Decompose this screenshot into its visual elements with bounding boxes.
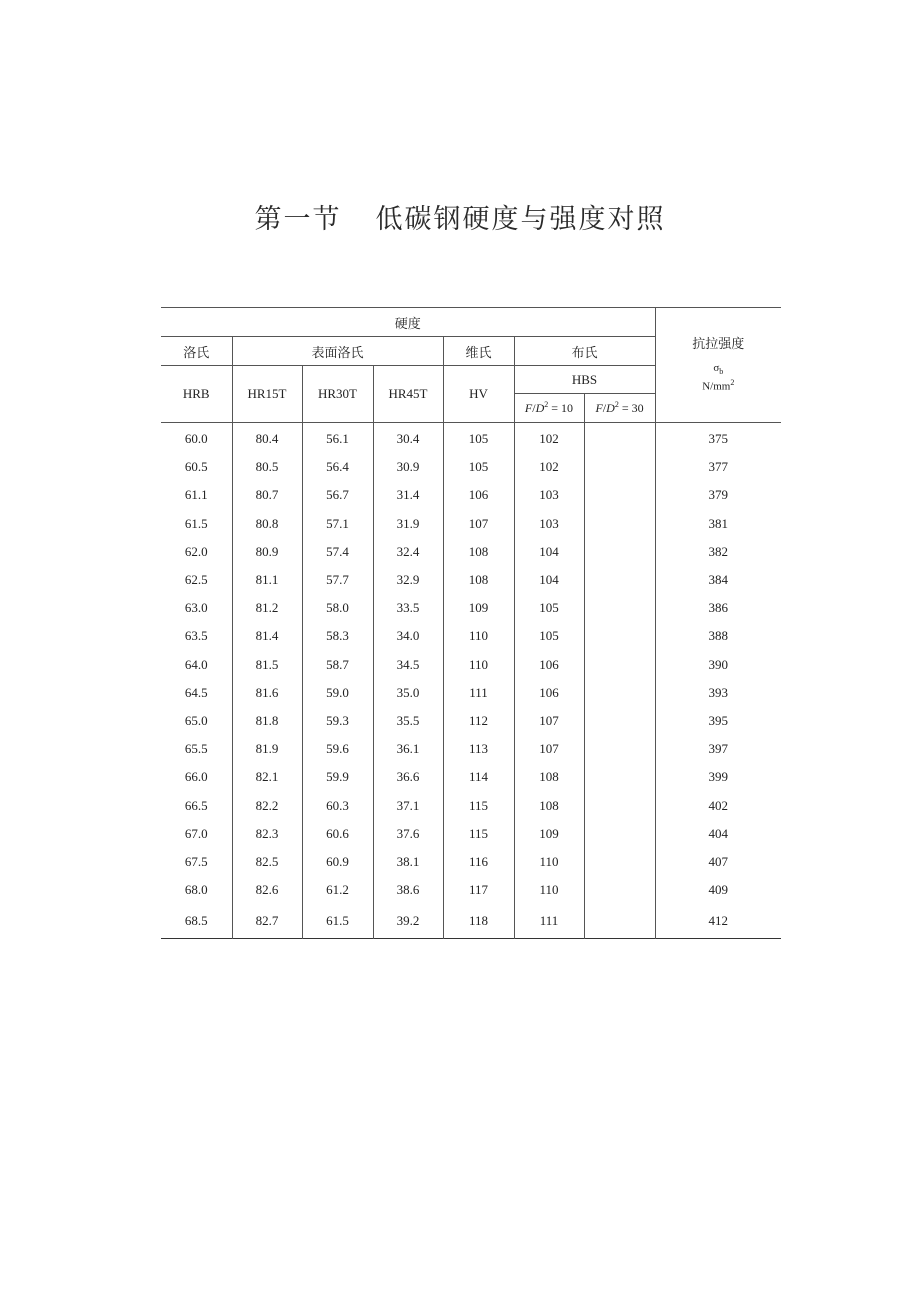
table-row [161,679,781,707]
cell-hbs10: 104 [514,538,584,566]
cell-hbs10: 109 [514,820,584,848]
cell-sb: 390 [655,651,781,679]
cell-hrb: 63.0 [184,600,208,616]
table-row [161,876,781,904]
cell-hr15t: 82.2 [232,791,302,819]
cell-hr45t: 35.0 [373,679,443,707]
cell-hrb: 63.5 [184,628,208,644]
cell-hbs30 [584,594,655,622]
cell-hbs30 [584,735,655,763]
cell-hbs10: 108 [514,791,584,819]
cell-hbs30 [584,538,655,566]
cell-hbs10: 110 [514,876,584,904]
cell-hr15t: 81.5 [232,651,302,679]
cell-sb: 393 [655,679,781,707]
cell-sb: 379 [655,481,781,509]
cell-hbs30 [584,566,655,594]
section-heading: 低碳钢硬度与强度对照 [375,204,666,235]
header-hr45t: HR45T [373,366,443,423]
cell-hr15t: 82.7 [232,904,302,939]
cell-hr15t: 81.1 [232,566,302,594]
cell-hr15t: 82.5 [232,848,302,876]
cell-sb: 402 [655,791,781,819]
cell-hrb: 66.0 [184,769,208,785]
cell-hbs10: 104 [514,566,584,594]
cell-hr30t: 57.7 [302,566,373,594]
cell-hbs10: 108 [514,763,584,791]
cell-hr45t: 34.5 [373,651,443,679]
cell-hr15t: 82.6 [232,876,302,904]
table-row [161,538,781,566]
cell-hv: 116 [443,848,514,876]
header-tensile-strength [655,308,781,423]
header-hbs: HBS [514,366,655,394]
cell-hr45t: 30.9 [373,453,443,481]
tensile-symbol: $\sigma_b$ [713,362,724,377]
cell-hr15t: 81.4 [232,622,302,650]
cell-hv: 108 [443,566,514,594]
cell-hv: 108 [443,538,514,566]
cell-hr30t: 59.6 [302,735,373,763]
cell-hv: 114 [443,763,514,791]
cell-hr45t: 39.2 [373,904,443,939]
cell-hv: 106 [443,481,514,509]
cell-hbs30 [584,904,655,939]
header-hrb: HRB [161,366,232,423]
cell-hbs10: 102 [514,453,584,481]
cell-hr30t: 56.7 [302,481,373,509]
cell-hbs30 [584,848,655,876]
cell-hr30t: 58.0 [302,594,373,622]
cell-hv: 107 [443,510,514,538]
cell-hv: 115 [443,791,514,819]
cell-hv: 109 [443,594,514,622]
cell-hbs10: 107 [514,707,584,735]
cell-hv: 105 [443,423,514,454]
cell-hbs30 [584,820,655,848]
table-row [161,763,781,791]
cell-hr15t: 81.2 [232,594,302,622]
cell-hr15t: 80.4 [232,423,302,454]
hardness-strength-table [161,307,781,939]
header-fd-10: $F/D^2 = 10$ [514,394,584,423]
cell-sb: 382 [655,538,781,566]
table-row [161,651,781,679]
cell-sb: 407 [655,848,781,876]
table-body [161,423,781,939]
cell-hr15t: 80.9 [232,538,302,566]
cell-hr45t: 38.1 [373,848,443,876]
cell-hbs30 [584,707,655,735]
table-row [161,707,781,735]
cell-hbs30 [584,651,655,679]
cell-hrb: 67.5 [184,853,208,869]
cell-hr30t: 57.1 [302,510,373,538]
table-row [161,622,781,650]
cell-hrb: 61.1 [184,487,208,503]
table-row [161,791,781,819]
cell-hrb: 67.0 [184,825,208,841]
cell-hbs10: 105 [514,622,584,650]
cell-hr30t: 56.4 [302,453,373,481]
cell-hr15t: 82.3 [232,820,302,848]
cell-hr30t: 59.0 [302,679,373,707]
cell-hr15t: 80.8 [232,510,302,538]
cell-hr15t: 82.1 [232,763,302,791]
header-hv: HV [443,366,514,423]
cell-hbs10: 102 [514,423,584,454]
cell-hr30t: 60.6 [302,820,373,848]
cell-hr15t: 80.5 [232,453,302,481]
cell-sb: 381 [655,510,781,538]
table-row [161,481,781,509]
cell-hv: 105 [443,453,514,481]
table-row [161,453,781,481]
cell-hrb: 68.5 [184,913,208,929]
cell-hbs10: 106 [514,679,584,707]
cell-hbs30 [584,510,655,538]
cell-hv: 110 [443,651,514,679]
cell-hr30t: 61.2 [302,876,373,904]
cell-sb: 388 [655,622,781,650]
cell-sb: 395 [655,707,781,735]
cell-sb: 397 [655,735,781,763]
cell-hbs10: 106 [514,651,584,679]
header-fd-30: $F/D^2 = 30$ [584,394,655,423]
cell-hbs30 [584,453,655,481]
cell-hv: 118 [443,904,514,939]
cell-hv: 117 [443,876,514,904]
header-surface-rockwell: 表面洛氏 [232,337,443,366]
cell-hrb: 62.0 [184,543,208,559]
cell-hrb: 65.0 [184,712,208,728]
cell-hr30t: 57.4 [302,538,373,566]
cell-hr30t: 58.3 [302,622,373,650]
cell-sb: 386 [655,594,781,622]
cell-sb: 409 [655,876,781,904]
cell-hbs10: 107 [514,735,584,763]
header-brinell: 布氏 [514,337,655,366]
cell-hbs10: 111 [514,904,584,939]
cell-sb: 375 [655,423,781,454]
header-vickers: 维氏 [443,337,514,366]
tensile-label: 抗拉强度 [692,336,745,352]
header-hr30t: HR30T [302,366,373,423]
cell-hbs10: 103 [514,510,584,538]
cell-hr15t: 80.7 [232,481,302,509]
table-row [161,566,781,594]
cell-hrb: 64.5 [184,684,208,700]
cell-hrb: 66.5 [184,797,208,813]
cell-hr45t: 35.5 [373,707,443,735]
header-rockwell: 洛氏 [161,337,232,366]
cell-sb: 412 [655,904,781,939]
cell-sb: 399 [655,763,781,791]
cell-hbs30 [584,481,655,509]
cell-hbs30 [584,679,655,707]
cell-hrb: 62.5 [184,572,208,588]
cell-hbs30 [584,763,655,791]
header-hardness: 硬度 [161,308,655,337]
cell-hv: 110 [443,622,514,650]
cell-hv: 111 [443,679,514,707]
cell-hr45t: 32.9 [373,566,443,594]
cell-hr45t: 37.6 [373,820,443,848]
cell-hrb: 60.0 [184,431,208,447]
cell-hbs10: 103 [514,481,584,509]
cell-hr30t: 61.5 [302,904,373,939]
cell-hbs10: 110 [514,848,584,876]
cell-hv: 113 [443,735,514,763]
cell-sb: 404 [655,820,781,848]
cell-hv: 115 [443,820,514,848]
cell-hr45t: 34.0 [373,622,443,650]
cell-hbs10: 105 [514,594,584,622]
cell-hr45t: 31.9 [373,510,443,538]
cell-hr30t: 56.1 [302,423,373,454]
header-hr15t: HR15T [232,366,302,423]
table-row [161,820,781,848]
cell-hr30t: 59.3 [302,707,373,735]
cell-hr15t: 81.6 [232,679,302,707]
cell-hrb: 60.5 [184,459,208,475]
cell-hbs30 [584,423,655,454]
cell-hr45t: 37.1 [373,791,443,819]
cell-hr45t: 36.1 [373,735,443,763]
cell-hr45t: 30.4 [373,423,443,454]
cell-hbs30 [584,622,655,650]
cell-sb: 377 [655,453,781,481]
cell-hr30t: 58.7 [302,651,373,679]
cell-sb: 384 [655,566,781,594]
table-row [161,594,781,622]
cell-hr45t: 38.6 [373,876,443,904]
table-row [161,904,781,939]
table-row [161,510,781,538]
cell-hr15t: 81.8 [232,707,302,735]
cell-hr30t: 60.3 [302,791,373,819]
cell-hr45t: 32.4 [373,538,443,566]
cell-hr30t: 59.9 [302,763,373,791]
table-row [161,735,781,763]
cell-hrb: 61.5 [184,515,208,531]
cell-hrb: 65.5 [184,741,208,757]
cell-hrb: 68.0 [184,882,208,898]
table-row [161,423,781,454]
tensile-unit: $N/mm^2$ [702,377,735,393]
cell-hr45t: 31.4 [373,481,443,509]
cell-hr30t: 60.9 [302,848,373,876]
cell-hr15t: 81.9 [232,735,302,763]
cell-hbs30 [584,876,655,904]
table-row [161,848,781,876]
section-title [0,197,920,236]
cell-hr45t: 36.6 [373,763,443,791]
cell-hr45t: 33.5 [373,594,443,622]
section-number: 第一节 [254,204,342,235]
cell-hrb: 64.0 [184,656,208,672]
cell-hbs30 [584,791,655,819]
cell-hv: 112 [443,707,514,735]
